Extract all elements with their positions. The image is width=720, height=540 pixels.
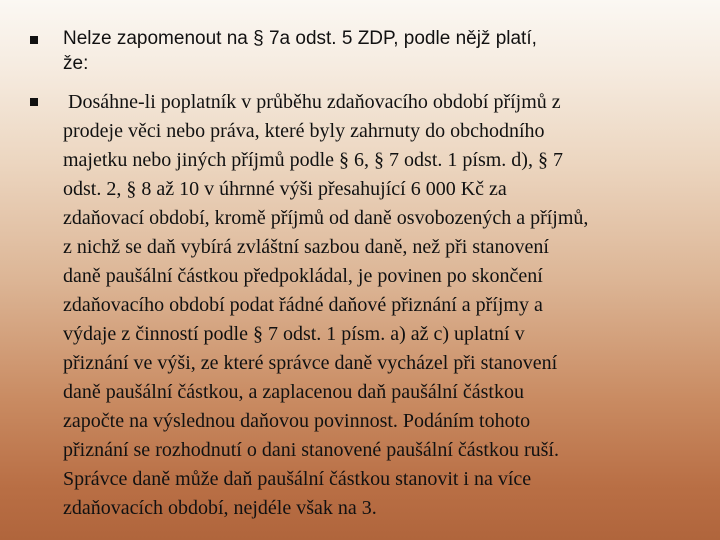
text-line: daně paušální částkou, a zaplacenou daň paušální částkou [63,381,524,403]
square-bullet-icon [30,36,38,44]
bullet-text [63,88,703,523]
text-line: Dosáhne-li poplatník v průběhu zdaňovacího období příjmů z [63,91,561,113]
text-line: započte na výslednou daňovou povinnost. Podáním tohoto [63,410,531,432]
text-line: přiznání ve výši, ze které správce daně vycházel při stanovení [63,352,558,374]
text-line: odst. 2, § 8 až 10 v úhrnné výši přesahující 6 000 Kč za [63,178,507,200]
text-line: zdaňovací období, kromě příjmů od daně osvobozených a příjmů, [63,207,589,229]
text-line: Správce daně může daň paušální částkou stanovit i na více [63,468,532,490]
text-line: Nelze zapomenout na § 7a odst. 5 ZDP, podle nějž platí, [63,28,537,49]
text-line: přiznání se rozhodnutí o dani stanovené paušální částkou ruší. [63,439,559,461]
text-line: daně paušální částkou předpokládal, je povinen po skončení [63,265,543,287]
text-line: prodeje věci nebo práva, které byly zahrnuty do obchodního [63,120,545,142]
square-bullet-icon [30,98,38,106]
text-line: z nichž se daň vybírá zvláštní sazbou daně, než při stanovení [63,236,549,258]
text-line: že: [63,53,89,74]
text-line: majetku nebo jiných příjmů podle § 6, § 7 odst. 1 písm. d), § 7 [63,149,563,171]
text-line: zdaňovacího období podat řádné daňové přiznání a příjmy a [63,294,543,316]
text-line: zdaňovacích období, nejdéle však na 3. [63,497,377,519]
text-line: výdaje z činností podle § 7 odst. 1 písm. a) až c) uplatní v [63,323,525,345]
bullet-text [63,26,683,76]
